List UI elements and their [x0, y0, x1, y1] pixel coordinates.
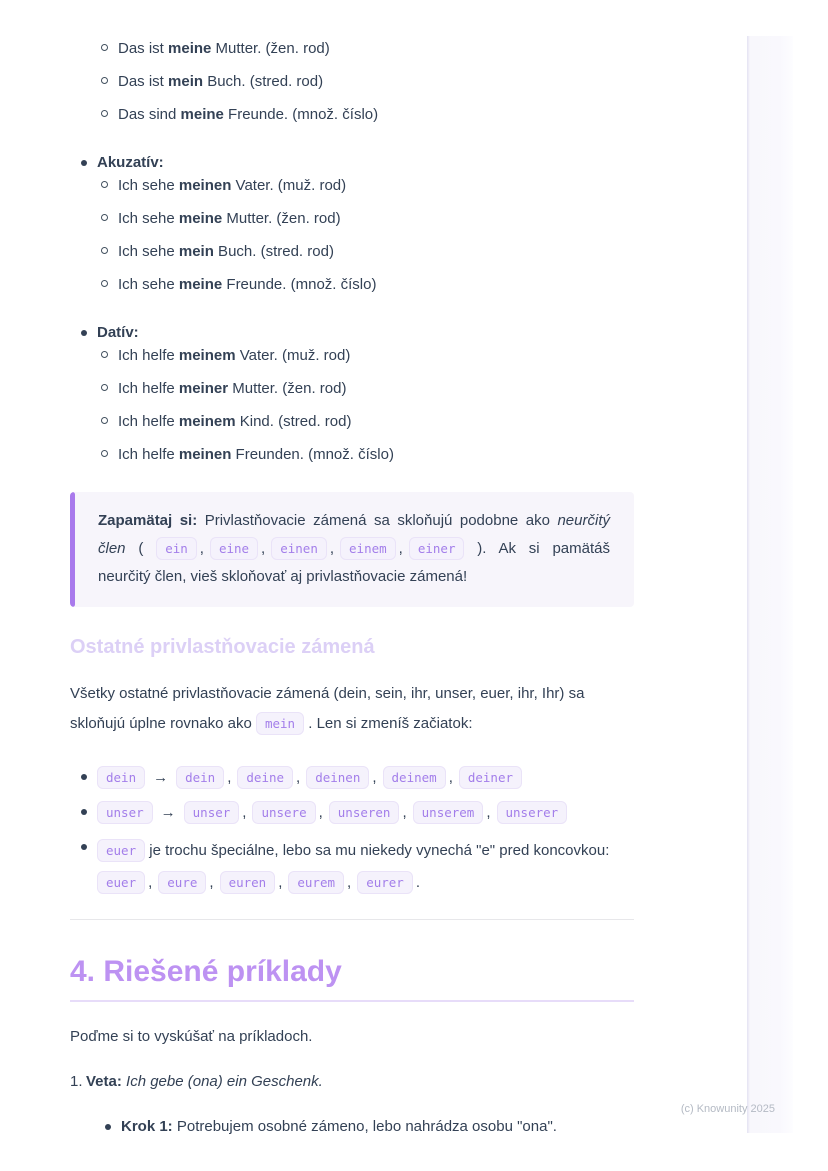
- list-number: 1.: [70, 1073, 83, 1090]
- circle-bullet-icon: [101, 247, 108, 254]
- circle-bullet-icon: [101, 417, 108, 424]
- inline-code-tag: unserer: [497, 801, 568, 824]
- sentence-text: Das ist mein Buch. (stred. rod): [118, 73, 324, 90]
- callout-label: Zapamätaj si:: [98, 512, 198, 529]
- example-sentence: [101, 38, 634, 59]
- section-heading: Ostatné privlastňovacie zámená: [70, 636, 375, 658]
- inline-code-tag: eure: [158, 871, 206, 894]
- bullet-icon: [81, 774, 87, 780]
- example-sentence: [101, 411, 634, 432]
- inline-code-tag: deinen: [306, 766, 369, 789]
- example-sentence: [101, 274, 634, 295]
- example-sentence: [101, 345, 634, 366]
- bullet-icon: [81, 330, 87, 336]
- inline-code-tag: unser: [184, 801, 240, 824]
- example-text: Veta: Ich gebe (ona) ein Geschenk.: [86, 1073, 323, 1090]
- inline-code-tag: eurer: [357, 871, 413, 894]
- arrow-right-icon: →: [160, 804, 176, 821]
- inline-code-tag: unserem: [413, 801, 484, 824]
- akuzativ-sublist: [70, 175, 634, 295]
- inline-code-tag: deiner: [459, 766, 522, 789]
- circle-bullet-icon: [101, 44, 108, 51]
- sentence-text: Ich sehe meine Mutter. (žen. rod): [118, 210, 341, 227]
- case-item: [70, 322, 634, 343]
- example-sentence: [101, 175, 634, 196]
- case-label: Datív:: [97, 324, 139, 341]
- circle-bullet-icon: [101, 280, 108, 287]
- inline-code-tag: eine: [210, 537, 258, 560]
- bullet-icon: [105, 1124, 111, 1130]
- example-sentence: [101, 378, 634, 399]
- circle-bullet-icon: [101, 110, 108, 117]
- sentence-text: Ich helfe meinem Kind. (stred. rod): [118, 413, 352, 430]
- inline-code-tag: euer: [97, 871, 145, 894]
- example-sentence: [101, 241, 634, 262]
- numbered-example: [70, 1071, 634, 1092]
- bullet-icon: [81, 844, 87, 850]
- italic-phrase: neurčitý člen: [98, 512, 610, 557]
- section-divider: [70, 919, 634, 920]
- forms-row-euer: [70, 835, 634, 899]
- forms-list: [70, 765, 634, 899]
- step-text: Krok 1: Potrebujem osobné zámeno, lebo nahrádza osobu "ona".: [121, 1118, 557, 1135]
- arrow-right-icon: →: [153, 769, 169, 786]
- inline-code-tag: dein: [176, 766, 224, 789]
- inline-code-tag: ein: [156, 537, 197, 560]
- circle-bullet-icon: [101, 384, 108, 391]
- page-edge-strip: [747, 36, 793, 1133]
- inline-code-tag: dein: [97, 766, 145, 789]
- example-sentence: [101, 104, 634, 125]
- intro-paragraph: Poďme si to vyskúšať na príkladoch.: [70, 1028, 313, 1045]
- sentence-text: Ich helfe meinem Vater. (muž. rod): [118, 347, 351, 364]
- circle-bullet-icon: [101, 181, 108, 188]
- example-sentence: [101, 71, 634, 92]
- forms-row-dein: [70, 765, 634, 790]
- sentence-text: Ich sehe meine Freunde. (množ. číslo): [118, 276, 377, 293]
- forms-text: unser → unser , unsere , unseren , unserem , unserer: [97, 800, 567, 825]
- sentence-text: Das sind meine Freunde. (množ. číslo): [118, 106, 379, 123]
- case-item: [70, 152, 634, 173]
- callout-text: Zapamätaj si: Privlastňovacie zámená sa skloňujú podobne ako neurčitý člen ( ein , eine , einen , einem , einer ). Ak si pamätáš neurčitý člen, vieš skloňovať aj privlastňovacie zámená!: [98, 512, 610, 585]
- nominativ-sublist: [70, 38, 634, 125]
- sentence-text: Ich helfe meiner Mutter. (žen. rod): [118, 380, 347, 397]
- dativ-sublist: [70, 345, 634, 465]
- inline-code-tag: euren: [220, 871, 276, 894]
- inline-code-tag: einen: [271, 537, 327, 560]
- forms-row-unser: [70, 800, 634, 825]
- inline-code-tag: deinem: [383, 766, 446, 789]
- sentence-text: Ich sehe mein Buch. (stred. rod): [118, 243, 334, 260]
- chapter-heading: 4. Riešené príklady: [70, 953, 634, 1002]
- dativ-group: [70, 322, 634, 465]
- example-sentence: [101, 208, 634, 229]
- circle-bullet-icon: [101, 77, 108, 84]
- sentence-text: Ich sehe meinen Vater. (muž. rod): [118, 177, 347, 194]
- akuzativ-group: [70, 152, 634, 295]
- sentence-text: Das ist meine Mutter. (žen. rod): [118, 40, 330, 57]
- inline-code-tag: unsere: [252, 801, 315, 824]
- bullet-icon: [81, 809, 87, 815]
- copyright-footer: (c) Knowunity 2025: [680, 1103, 775, 1115]
- section-paragraph: Všetky ostatné privlastňovacie zámená (dein, sein, ihr, unser, euer, ihr, Ihr) sa skloňujú úplne rovnako ako mein . Len si zmeníš začiatok:: [70, 679, 634, 739]
- inline-code-tag: eurem: [288, 871, 344, 894]
- inline-code-tag: einem: [340, 537, 396, 560]
- inline-code-tag: unseren: [329, 801, 400, 824]
- bullet-icon: [81, 160, 87, 166]
- inline-code-tag: euer: [97, 839, 145, 862]
- example-sentence: [101, 444, 634, 465]
- inline-code-tag: unser: [97, 801, 153, 824]
- inline-code-tag: deine: [237, 766, 293, 789]
- callout-box: [70, 492, 634, 607]
- step-item: [105, 1116, 634, 1137]
- forms-text: dein → dein , deine , deinen , deinem , deiner: [97, 765, 522, 790]
- circle-bullet-icon: [101, 450, 108, 457]
- forms-text: euer je trochu špeciálne, lebo sa mu niekedy vynechá "e" pred koncovkou: euer , eure , euren , eurem , eurer .: [97, 835, 634, 899]
- sentence-text: Ich helfe meinen Freunden. (množ. číslo): [118, 446, 394, 463]
- circle-bullet-icon: [101, 351, 108, 358]
- circle-bullet-icon: [101, 214, 108, 221]
- inline-code-tag: mein: [256, 712, 304, 735]
- case-label: Akuzatív:: [97, 154, 164, 171]
- document-content: [70, 38, 634, 1137]
- inline-code-tag: einer: [409, 537, 465, 560]
